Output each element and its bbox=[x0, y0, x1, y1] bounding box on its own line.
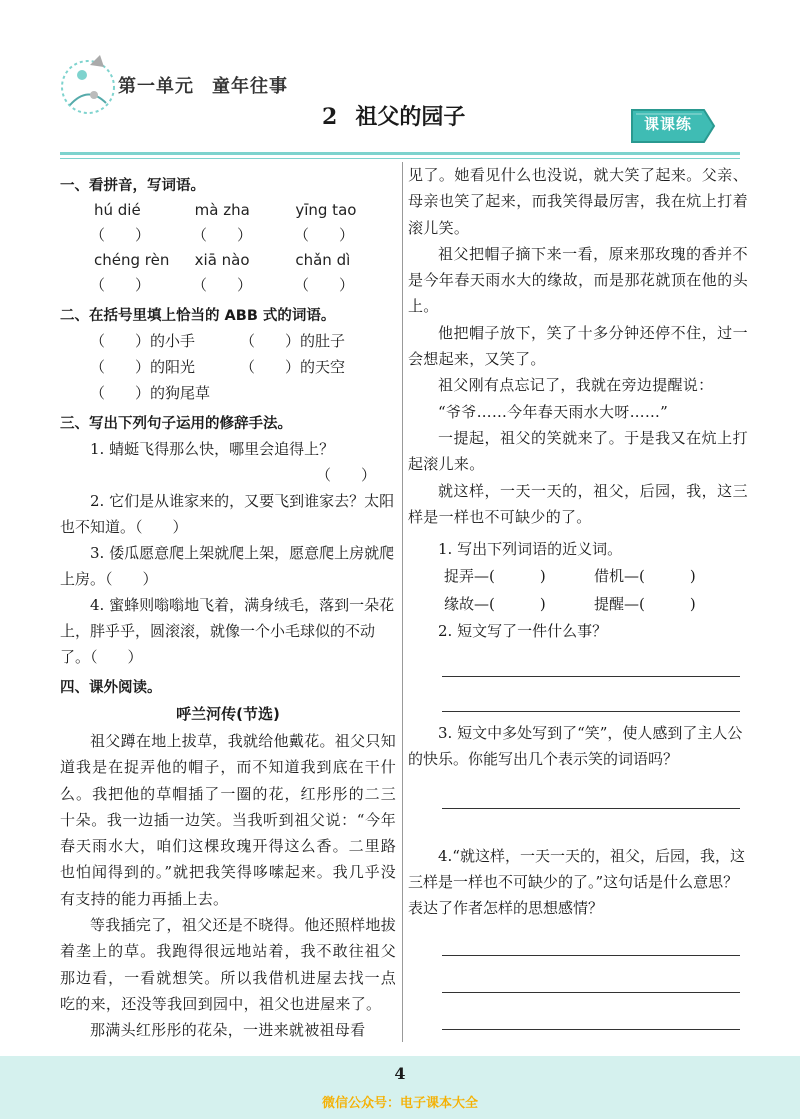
header-rule-thin bbox=[60, 158, 740, 159]
answer-line[interactable] bbox=[442, 676, 740, 677]
passage-paragraph: 那满头红彤彤的花朵，一进来就被祖母看 bbox=[90, 1021, 366, 1040]
rhetoric-q3: 3. 倭瓜愿意爬上架就爬上架，愿意爬上房就爬上房。（ ） bbox=[60, 544, 395, 588]
rhetoric-q4: 4. 蜜蜂则嗡嗡地飞着，满身绒毛，落到一朵花上，胖乎乎，圆滚滚，就像一个小毛球似的不动了。（ ） bbox=[60, 596, 395, 666]
section1-title: 一、看拼音，写词语。 bbox=[60, 178, 205, 194]
unit-title bbox=[118, 72, 306, 98]
passage-paragraph: 祖父把帽子摘下来一看，原来那玫瑰的香并不是今年春天雨水大的缘故，而是那花就顶在他的头上。 bbox=[408, 244, 748, 316]
answer-blank[interactable]: （ ） bbox=[90, 226, 151, 244]
blank-row-2 bbox=[60, 272, 396, 298]
synonym-item[interactable]: 缘故—( ) bbox=[444, 595, 546, 614]
abb-row-3 bbox=[60, 380, 396, 406]
pinyin-2: mà zha bbox=[194, 201, 250, 219]
abb-item[interactable]: （ ）的肚子 bbox=[240, 332, 346, 350]
rhetoric-q1-blank[interactable]: （ ） bbox=[315, 466, 376, 484]
badge-label: 课课练 bbox=[644, 115, 693, 133]
answer-line[interactable] bbox=[442, 711, 740, 712]
unit-theme: 童年往事 bbox=[212, 76, 288, 97]
pinyin-row-2 bbox=[60, 248, 396, 272]
reading-q4: 4.“就这样，一天一天的，祖父，后园，我，这三样是一样也不可缺少的了。”这句话是什么意思？表达了作者怎样的思想感情？ bbox=[408, 847, 745, 918]
rhetoric-q2: 2. 它们是从谁家来的，又要飞到谁家去？太阳也不知道。（ ） bbox=[60, 492, 395, 536]
section2-title: 二、在括号里填上恰当的 ABB 式的词语。 bbox=[60, 308, 336, 324]
passage-paragraph: “爷爷……今年春天雨水大呀……” bbox=[438, 402, 669, 421]
lesson-name: 祖父的园子 bbox=[355, 104, 466, 130]
answer-line[interactable] bbox=[442, 1029, 740, 1030]
answer-blank[interactable]: （ ） bbox=[192, 226, 253, 244]
left-column bbox=[60, 168, 396, 1044]
section4-title: 四、课外阅读。 bbox=[60, 680, 162, 696]
abb-item[interactable]: （ ）的阳光 bbox=[90, 358, 196, 376]
pinyin-3: yīng tao bbox=[295, 201, 357, 219]
answer-line[interactable] bbox=[442, 955, 740, 956]
passage-paragraph: 一提起，祖父的笑就来了。于是我又在炕上打起滚儿来。 bbox=[408, 428, 748, 474]
synonym-item[interactable]: 捉弄—( ) bbox=[444, 567, 546, 586]
synonym-row-1 bbox=[408, 562, 748, 590]
passage-title: 呼兰河传(节选) bbox=[176, 705, 280, 723]
passage-paragraph: 见了。她看见什么也没说，就大笑了起来。父亲、母亲也笑了起来，而我笑得最厉害，我在炕上打着滚儿笑。 bbox=[408, 166, 748, 237]
passage-paragraph: 祖父蹲在地上拔草，我就给他戴花。祖父只知道我是在捉弄他的帽子，而不知道我到底在干什么。我把他的草帽插了一圈的花，红彤彤的二三十朵。我一边插一边笑。当我听到祖父说：“今年春天雨水大，咱们这棵玫瑰开得这么香。二里路也怕闻得到的。”就把我笑得哆嗦起来。我几乎没有支持的能力再插上去。 bbox=[60, 732, 397, 908]
passage-paragraph: 祖父刚有点忘记了，我就在旁边提醒说： bbox=[438, 376, 714, 395]
reading-q3: 3. 短文中多处写到了“笑”，使人感到了主人公的快乐。你能写出几个表示笑的词语吗？ bbox=[408, 724, 743, 769]
answer-blank[interactable]: （ ） bbox=[90, 276, 151, 294]
section3-title: 三、写出下列句子运用的修辞手法。 bbox=[60, 416, 292, 432]
lesson-number: 2 bbox=[322, 104, 338, 130]
pinyin-6: chǎn dì bbox=[295, 251, 351, 269]
right-column bbox=[408, 162, 748, 1030]
pinyin-row-1 bbox=[60, 198, 396, 222]
passage-paragraph: 就这样，一天一天的，祖父，后园，我，这三样是一样也不可缺少的了。 bbox=[408, 481, 748, 526]
abb-item[interactable]: （ ）的小手 bbox=[90, 332, 196, 350]
pinyin-1: hú dié bbox=[94, 201, 141, 219]
pinyin-5: xiā nào bbox=[194, 251, 250, 269]
page-number: 4 bbox=[394, 1064, 406, 1083]
pinyin-4: chéng rèn bbox=[94, 251, 170, 269]
column-divider bbox=[402, 162, 403, 1042]
rhetoric-q1: 1. 蜻蜓飞得那么快，哪里会追得上？ bbox=[90, 440, 335, 458]
passage-paragraph: 等我插完了，祖父还是不晓得。他还照样地拔着垄上的草。我跑得很远地站着，我不敢往祖父那边看，一看就想笑。所以我借机进屋去找一点吃的来，还没等我回到园中，祖父也进屋来了。 bbox=[60, 916, 397, 1013]
answer-line[interactable] bbox=[442, 992, 740, 993]
answer-line[interactable] bbox=[442, 808, 740, 809]
lesson-title bbox=[322, 100, 465, 131]
passage-paragraph: 他把帽子放下，笑了十多分钟还停不住，过一会想起来，又笑了。 bbox=[408, 323, 748, 369]
synonym-item[interactable]: 借机—( ) bbox=[594, 567, 696, 586]
abb-item[interactable]: （ ）的狗尾草 bbox=[90, 384, 211, 402]
footer-note: 微信公众号：电子课本大全 bbox=[321, 1096, 478, 1111]
answer-blank[interactable]: （ ） bbox=[192, 276, 253, 294]
synonym-row-2 bbox=[408, 590, 748, 618]
abb-item[interactable]: （ ）的天空 bbox=[240, 358, 346, 376]
synonym-item[interactable]: 提醒—( ) bbox=[594, 595, 696, 614]
reading-q2: 2. 短文写了一件什么事？ bbox=[438, 622, 608, 641]
unit-label: 第一单元 bbox=[118, 76, 194, 97]
answer-blank[interactable]: （ ） bbox=[294, 276, 355, 294]
answer-blank[interactable]: （ ） bbox=[294, 226, 355, 244]
abb-row-2 bbox=[60, 354, 396, 380]
reading-q1: 1. 写出下列词语的近义词。 bbox=[438, 540, 623, 559]
header-rule bbox=[60, 152, 740, 155]
abb-row-1 bbox=[60, 328, 396, 354]
blank-row-1 bbox=[60, 222, 396, 248]
